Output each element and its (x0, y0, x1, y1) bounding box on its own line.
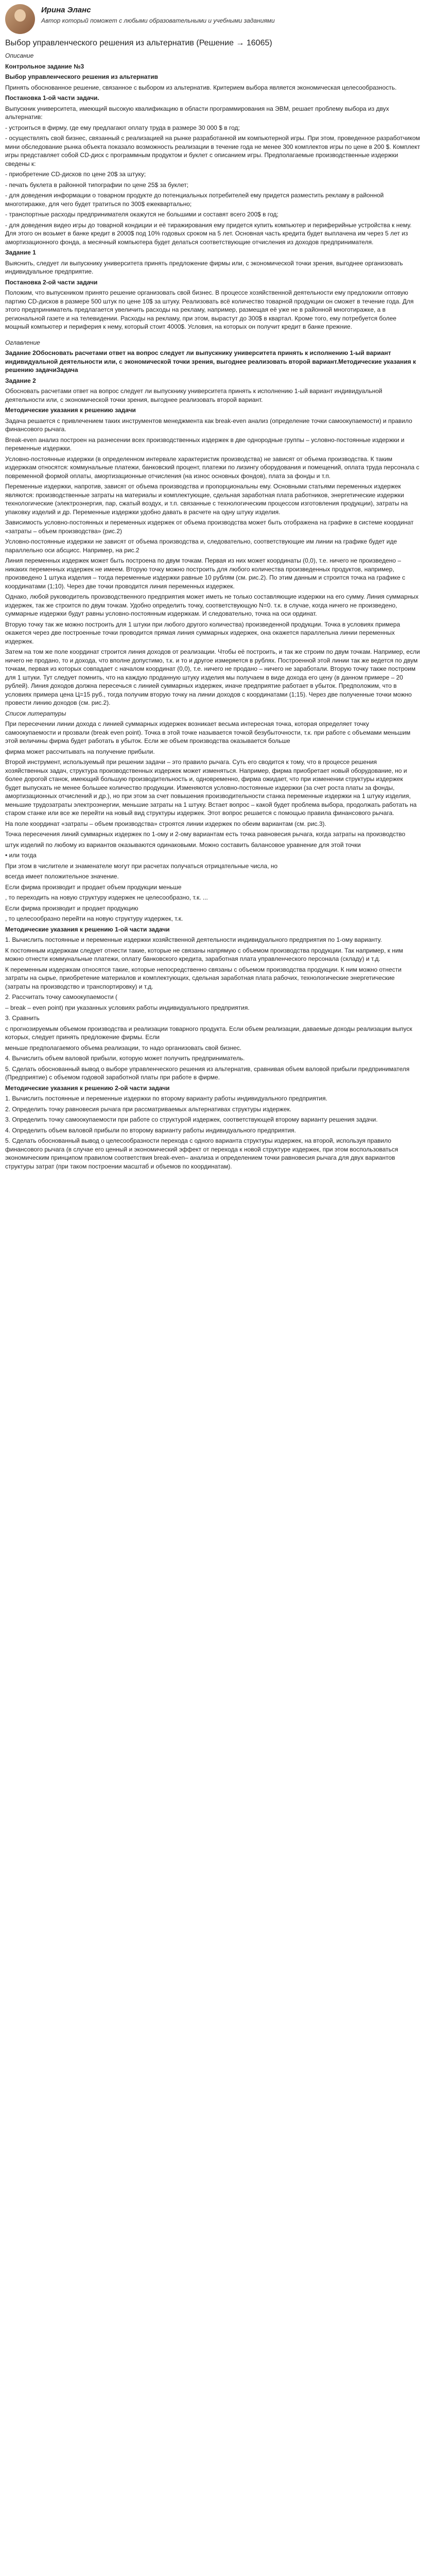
paragraph: 4. Вычислить объем валовой прибыли, которую может получить предприниматель. (5, 1055, 245, 1062)
paragraph: Точка пересечения линий суммарных издержек по 1-ому и 2-ому вариантам есть точка равновесия рычага, когда затраты на производство (5, 831, 406, 838)
paragraph: 4. Определить объем валовой прибыли по второму варианту работы индивидуального предприятия. (5, 1126, 296, 1134)
paragraph: - транспортные расходы предпринимателя окажутся не большими и составят всего 200$ в год; (5, 211, 278, 218)
section-heading: Методические указания к решению задачи (5, 406, 136, 414)
paragraph: Затем на том же поле координат строится линия доходов от реализации. Чтобы её построить, и так же строим по двум точкам. Например, если ничего не продано, то и дохода, что вполне допустимо, т.к. и то и другое измеряется в рублях. Построенной этой линии так же ведется по двум точкам, первая из которых совпадает с началом координат (0,0), т.е. ничего не продано – ничего не заработали. Вторую точку также построим для 1 штуки. Тут следует помнить, что на каждую проданную штуку изделия мы получаем в виде дохода его цену (в данном примере – 20 рублей). Линия доходов должна пересечься с линией суммарных издержек, иначе предприятие работает в убыток. Предположим, что в условиях примера цена Ц=15 руб., тогда получим вторую точку на линии доходов с координатами (1;15). Через две полученные точки можно провести линию доходов (см. рис.2). (5, 648, 420, 706)
paragraph: Выпускник университета, имеющий высокую квалификацию в области программирования на ЭВМ, решает проблему выбора из двух альтернатив: (5, 105, 389, 121)
section-heading: Методические указания к решению 1-ой части задачи (5, 925, 170, 933)
page-title: Выбор управленческого решения из альтернатив (Решение → 16065) (5, 39, 272, 47)
author-avatar[interactable] (5, 4, 35, 34)
paragraph: всегда имеет положительное значение. (5, 873, 119, 880)
section-heading: Задание 2 (5, 377, 36, 384)
paragraph: Условно-постоянные издержки не зависят от объема производства и, следовательно, соответствующие им линии на графике будет иде параллельно оси абсцисс. Например, на рис.2 (5, 538, 397, 554)
paragraph: Однако, любой руководитель производственного предприятия может иметь не только составляющие издержки на его сумму. Линия суммарных издержек, так же строится по двум точкам. Удобно определить точку, соответствующую N=0. т.к. в случае, когда ничего не произведено, суммарные издержки будут равны условно-постоянным издержкам. И следовательно, точка на оси ординат. (5, 593, 419, 617)
paragraph: – break – even point) при указанных условиях работы индивидуального предприятия. (5, 1004, 250, 1011)
paragraph: 2. Определить точку равновесия рычага при рассматриваемых альтернативах структуры издержек. (5, 1105, 292, 1113)
paragraph: К переменным издержкам относятся такие, которые непосредственно связаны с объемом производства продукции. К ним можно отнести затраты на сырье, приобретение материалов и комплектующих, сдельная заработная плата рабочих, технологические энергетические (затраты на производство и транспортировку) и т.д. (5, 965, 402, 990)
paragraph: Выяснить, следует ли выпускнику университета принять предложение фирмы или, с экономической точки зрения, выгоднее организовать индивидуальное предприятие. (5, 259, 403, 275)
paragraph: Обосновать расчетами ответ на вопрос следует ли выпускнику университета принять к исполнению 1-ый вариант индивидуальной деятельности или, с экономической точки зрения, выгоднее реализовать второй вариант. (5, 387, 382, 403)
paragraph: , то целесообразно перейти на новую структуру издержек, т.к. (5, 915, 183, 922)
paragraph: - для доведения информации о товарном продукте до потенциальных потребителей ему придется разместить рекламу в районной многотиражке, для чего будет тратиться по 300$ ежеквартально; (5, 192, 384, 208)
paragraph: 5. Сделать обоснованный вывод о целесообразности перехода с одного варианта структуры издержек, на второй, используя правило финансового рычага (в случае его ценный и экономический эффект от перехода к новой структуре издержек, при этом воспользоваться экономическим принципом правилом соответствия break-even– анализа и определением точки равновесия рычага для двух вариантов структуры затрат (при таком построении масштаб и объемов по координатам). (5, 1137, 398, 1170)
paragraph: 1. Вычислить постоянные и переменные издержки по второму варианту работы индивидуального предприятия. (5, 1095, 327, 1102)
author-name[interactable]: Ирина Эланс (41, 6, 91, 14)
section-label: Описание (5, 52, 34, 59)
paragraph: - устроиться в фирму, где ему предлагают оплату труда в размере 30 000 $ в год; (5, 124, 240, 131)
section-gap (5, 333, 421, 338)
paragraph: штук изделий по любому из вариантов оказываются одинаковыми. Можно составить балансовое уравнение для этой точки (5, 841, 361, 849)
paragraph: Условно-постоянные издержки (в определенном интервале характеристик производства) не зависят от объема производства. К таким издержкам относятся: коммунальные платежи, банковский процент, платежи по лизингу оборудования и помещений, оплата труда персонала с повременной формой оплаты, амортизационные отчисления (на износ основных фондов), плата за фонды и т.п. (5, 455, 420, 480)
document-body (5, 52, 421, 1171)
paragraph: 3. Определить точку самоокупаемости при работе со структурой издержек, соответствующей второму варианту решения задачи. (5, 1116, 378, 1123)
paragraph: При пересечении линии дохода с линией суммарных издержек возникает весьма интересная точка, которая определяет точку самоокупаемости и прозвали (break even point). Точка в этой точке называется точкой безубыточности, т.к. при работе с объемами меньшим этой величины фирма будет работать в убыток. Если же объем производства оказывается больше (5, 720, 411, 744)
paragraph: - печать буклета в районной типографии по цене 25$ за буклет; (5, 181, 189, 189)
paragraph: Положим, что выпускником принято решение организовать свой бизнес. В процессе хозяйственной деятельности ему предложили оптовую партию CD-дисков в размере 500 штук по цене 10$ за штуку. Реализовать всё количество товарной продукции он сможет в течение года. Для этого предприниматель предлагается увеличить расходы на рекламу, например, размещая её уже не в районной многотиражке, а в региональной газете и на телевидении. Расходы на рекламу, при этом, вырастут до 300$ в квартал. Кроме того, ему потребуется более мощный компьютер и периферия к нему, который стоит 4000$. Условия, на которых он получит кредит в банке прежние. (5, 289, 414, 330)
paragraph: 1. Вычислить постоянные и переменные издержки хозяйственной деятельности индивидуального предприятия по 1-ому варианту. (5, 936, 382, 943)
section-heading: Выбор управленческого решения из альтернатив (5, 73, 159, 80)
section-heading: Контрольное задание №3 (5, 62, 84, 70)
paragraph: Зависимость условно-постоянных и переменных издержек от объема производства может быть отображена на графике в системе координат «затраты – объем производства» (рис.2) (5, 519, 414, 535)
page (0, 0, 426, 1177)
author-block (5, 4, 421, 34)
paragraph: 2. Рассчитать точку самоокупаемости ( (5, 993, 117, 1001)
paragraph: - осуществлять свой бизнес, связанный с реализацией на рынке разработанной им компьютерной игры. При этом, проведенное разработчиком мини обследование рынка объекта показало возможность реализации в течение года не менее 300 комплектов игры по цене в 200 $. Комплект игры представляет собой CD-диск с программным продуктом и буклет с описанием игры. Предполагаемые производственные издержки сведены к: (5, 134, 421, 167)
paragraph: Линия переменных издержек может быть построена по двум точкам. Первая из них может координаты (0,0), т.е. ничего не произведено – никаких переменных издержек не имеем. Вторую точку можно построить для любого количества произведенных продуктов, например, произведено 1 штука изделия – тогда переменные издержки равные 10 рублям (см. рис.2). По этим данным и строится точка на графике с координатами (1;10). Через две точки проводится линия переменных издержек. (5, 557, 406, 590)
section-heading: Задание 2Обосновать расчетами ответ на вопрос следует ли выпускнику университета принять к исполнению 1-ый вариант индивидуальной деятельности или, с экономической точки зрения, выгоднее реализовать второй вариант.Методические указания к решению задачиЗадача (5, 349, 416, 374)
paragraph: 3. Сравнить (5, 1014, 40, 1022)
section-label: Список литературы (5, 709, 66, 717)
paragraph: Переменные издержки, напротив, зависят от объема производства и пропорциональны ему. Основными статьями переменных издержек являются: производственные затраты на материалы и комплектующие, сдельная заработная плата работников, энергетические издержки технологические (электроэнергия, пар, сжатый воздух, и т.п. связанные с технологическим процессом изготовления продукции), затраты на упаковку изделий и др. Переменные издержки удобно давать в расчете на одну штуку изделия. (5, 483, 408, 516)
paragraph: К постоянным издержкам следует отнести такие, которые не связаны напрямую с объемом производства продукции. Так например, к ним можно отнести коммунальные платежи, оплату банковского кредита, заработная плата управленческого персонала (складу) и т.д. (5, 946, 403, 962)
paragraph: с прогнозируемым объемом производства и реализации товарного продукта. Если объем реализации, даваемые доходы реализации выпуск которых, следует принять предложение фирмы. Если (5, 1025, 412, 1041)
paragraph: Если фирма производит и продает продукцию (5, 904, 138, 912)
paragraph: Если фирма производит и продает объем продукции меньше (5, 883, 182, 891)
paragraph: фирма может рассчитывать на получение прибыли. (5, 748, 155, 755)
section-label: Оглавление (5, 338, 40, 346)
paragraph: 5. Сделать обоснованный вывод о выборе управленческого решения из альтернатив, сравнивая объем валовой прибыли предпринимателя (Предприятие) с объемом годовой заработной платы при работе в фирме. (5, 1065, 410, 1081)
paragraph: , то переходить на новую структуру издержек не целесообразно, т.к. ... (5, 894, 208, 901)
paragraph: Вторую точку так же можно построить для 1 штуки при любого другого количества) произведенной продукции. Точка в условиях примера окажется через две построенные точки проводится прямая линия суммарных издержек, она окажется параллельна линии переменных издержек. (5, 620, 400, 645)
paragraph: - для доведения видео игры до товарной кондиции и её тиражирования ему придется купить компьютер и периферийные устройства к нему. Для этого он возьмет в банке кредит в 2000$ под 10% годовых сроком на 5 лет. Основная часть кредита будет выплачена им через 5 лет из амортизационного фонда, а месячный компьютера будет делаться соответствующие отчисления из доходов предпринимателя. (5, 221, 412, 246)
paragraph: Второй инструмент, используемый при решении задачи – это правило рычага. Суть его сводится к тому, что в процессе решения хозяйственных задач, структура производственных издержек может изменяться. Например, фирма приобретает новый оборудование, но и более дорогой станок, имеющий большую производительность и, одновременно, фирма ожидает, что при изменении структуры издержек будет выпускать не менее большее количество продукции. Изменяются условно-постоянные издержки (за счет роста платы за фонды, амортизационных отчислений и др.), но при этом за счет повышения производительности станка переменные издержки на 1 штуку изделия, меньшие трудозатраты электроэнергии, меньшие затраты на 1 штуку. Встает вопрос – какой будет проблема выбора, продолжать работать на старом станке или все же перейти на новый вид структуры издержек. Этот вопрос решается с помощью правила финансового рычага. (5, 758, 417, 817)
paragraph: меньше предполагаемого объема реализации, то надо организовать свой бизнес. (5, 1044, 242, 1052)
paragraph: При этом в числителе и знаменателе могут при расчетах получаться отрицательные числа, но (5, 862, 278, 870)
section-heading: Задание 1 (5, 249, 36, 256)
section-heading: Методические указания к решению 2-ой части задачи (5, 1084, 170, 1092)
paragraph: • или тогда (5, 852, 37, 859)
author-info (41, 4, 275, 25)
paragraph: Задача решается с привлечением таких инструментов менеджмента как break-even анализ (определение точки самоокупаемости) и правило финансового рычага. (5, 417, 412, 433)
paragraph: На поле координат «затраты – объем производства» строятся линии издержек по обеим вариантам (см. рис.3). (5, 820, 326, 827)
section-heading: Постановка 1-ой части задачи. (5, 94, 99, 101)
author-description: Автор который поможет с любыми образовательными и учебными заданиями (41, 16, 275, 24)
paragraph: Break-even анализ построен на разнесении всех производственных издержек в две однородные группы – условно-постоянные издержки и переменные издержки. (5, 436, 405, 452)
section-heading: Постановка 2-ой части задачи (5, 278, 98, 286)
paragraph: - приобретение CD-дисков по цене 20$ за штуку; (5, 171, 146, 178)
paragraph: Принять обоснованное решение, связанное с выбором из альтернатив. Критерием выбора является экономическая целесообразность. (5, 83, 397, 91)
